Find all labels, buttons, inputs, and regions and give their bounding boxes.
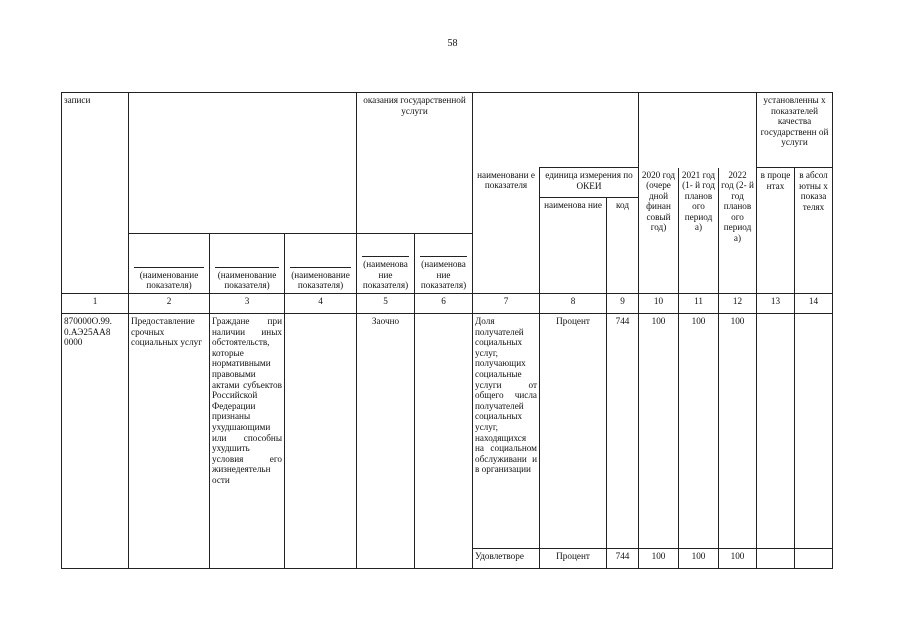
indicator-name-2: (наименование показателя) [129, 234, 210, 294]
header-values-blank [639, 93, 757, 168]
col-num: 3 [210, 294, 285, 314]
col-num: 5 [357, 294, 415, 314]
content-cell-4 [285, 314, 357, 569]
header-allowed-deviation: установленны х показателей качества государственн ой услуги [757, 93, 833, 168]
header-unit-okei: единица измерения по ОКЕИ [540, 168, 639, 198]
col-num: 7 [473, 294, 540, 314]
col-num: 4 [285, 294, 357, 314]
value-2020: 100 [639, 314, 679, 549]
recipient-category: Граждане при наличии иных обстоятельств, которые нормативными правовыми актами субъектов Российской Федерации признаны ухудшающими или способны ухудшить условия его жизнедеятельн ости [210, 314, 285, 569]
col-num: 6 [415, 294, 473, 314]
indicator-name-3: (наименование показателя) [210, 234, 285, 294]
header-indicator-name: наименовани е показателя [473, 168, 540, 294]
header-row-1 [62, 93, 833, 168]
page-number: 58 [447, 38, 458, 49]
unit-code: 744 [607, 314, 639, 549]
deviation-absolute [795, 314, 833, 549]
indicator-name-5: (наименова ние показателя) [357, 234, 415, 294]
deviation-absolute [795, 549, 833, 569]
content-cell-6 [415, 314, 473, 569]
service-form: Заочно [357, 314, 415, 569]
column-number-row [62, 294, 833, 314]
indicator-name-4: (наименование показателя) [285, 234, 357, 294]
value-2021: 100 [679, 549, 719, 569]
header-year-2022: 2022 год (2- й год планов ого период а) [719, 168, 757, 294]
col-num: 1 [62, 294, 129, 314]
indicator-description: Удовлетворе [473, 549, 540, 569]
header-unit-code: код [607, 198, 639, 294]
col-num: 11 [679, 294, 719, 314]
col-num: 13 [757, 294, 795, 314]
header-unit-name: наименова ние [540, 198, 607, 294]
header-service-form: оказания государственной услуги [357, 93, 473, 234]
value-2021: 100 [679, 314, 719, 549]
col-num: 8 [540, 294, 607, 314]
value-2022: 100 [719, 549, 757, 569]
unit-name: Процент [540, 314, 607, 549]
col-num: 9 [607, 294, 639, 314]
col-num: 10 [639, 294, 679, 314]
unit-name: Процент [540, 549, 607, 569]
quality-indicators-table [61, 92, 833, 569]
header-absolute: в абсол ютны х показа телях [795, 168, 833, 294]
service-name: Предоставление срочных социальных услуг [129, 314, 210, 569]
deviation-percent [757, 549, 795, 569]
value-2020: 100 [639, 549, 679, 569]
header-indicator-blank [473, 93, 639, 168]
col-num: 14 [795, 294, 833, 314]
record-number: 870000О.99. 0.АЭ25АА8 0000 [62, 314, 129, 569]
header-record: записи [62, 93, 129, 294]
indicator-name-6: (наименова ние показателя) [415, 234, 473, 294]
indicator-description: Доля получателей социальных услуг, получающих социальные услуги от общего числа получателей социальных услуг, находящихся на социальном обслуживани и в организации [473, 314, 540, 549]
col-num: 2 [129, 294, 210, 314]
table-row [62, 314, 833, 549]
unit-code: 744 [607, 549, 639, 569]
header-category [129, 93, 357, 234]
value-2022: 100 [719, 314, 757, 549]
header-percent: в проце нтах [757, 168, 795, 294]
header-year-2021: 2021 год (1- й год планов ого период а) [679, 168, 719, 294]
header-year-2020: 2020 год (очере дной финан совый год) [639, 168, 679, 294]
col-num: 12 [719, 294, 757, 314]
deviation-percent [757, 314, 795, 549]
